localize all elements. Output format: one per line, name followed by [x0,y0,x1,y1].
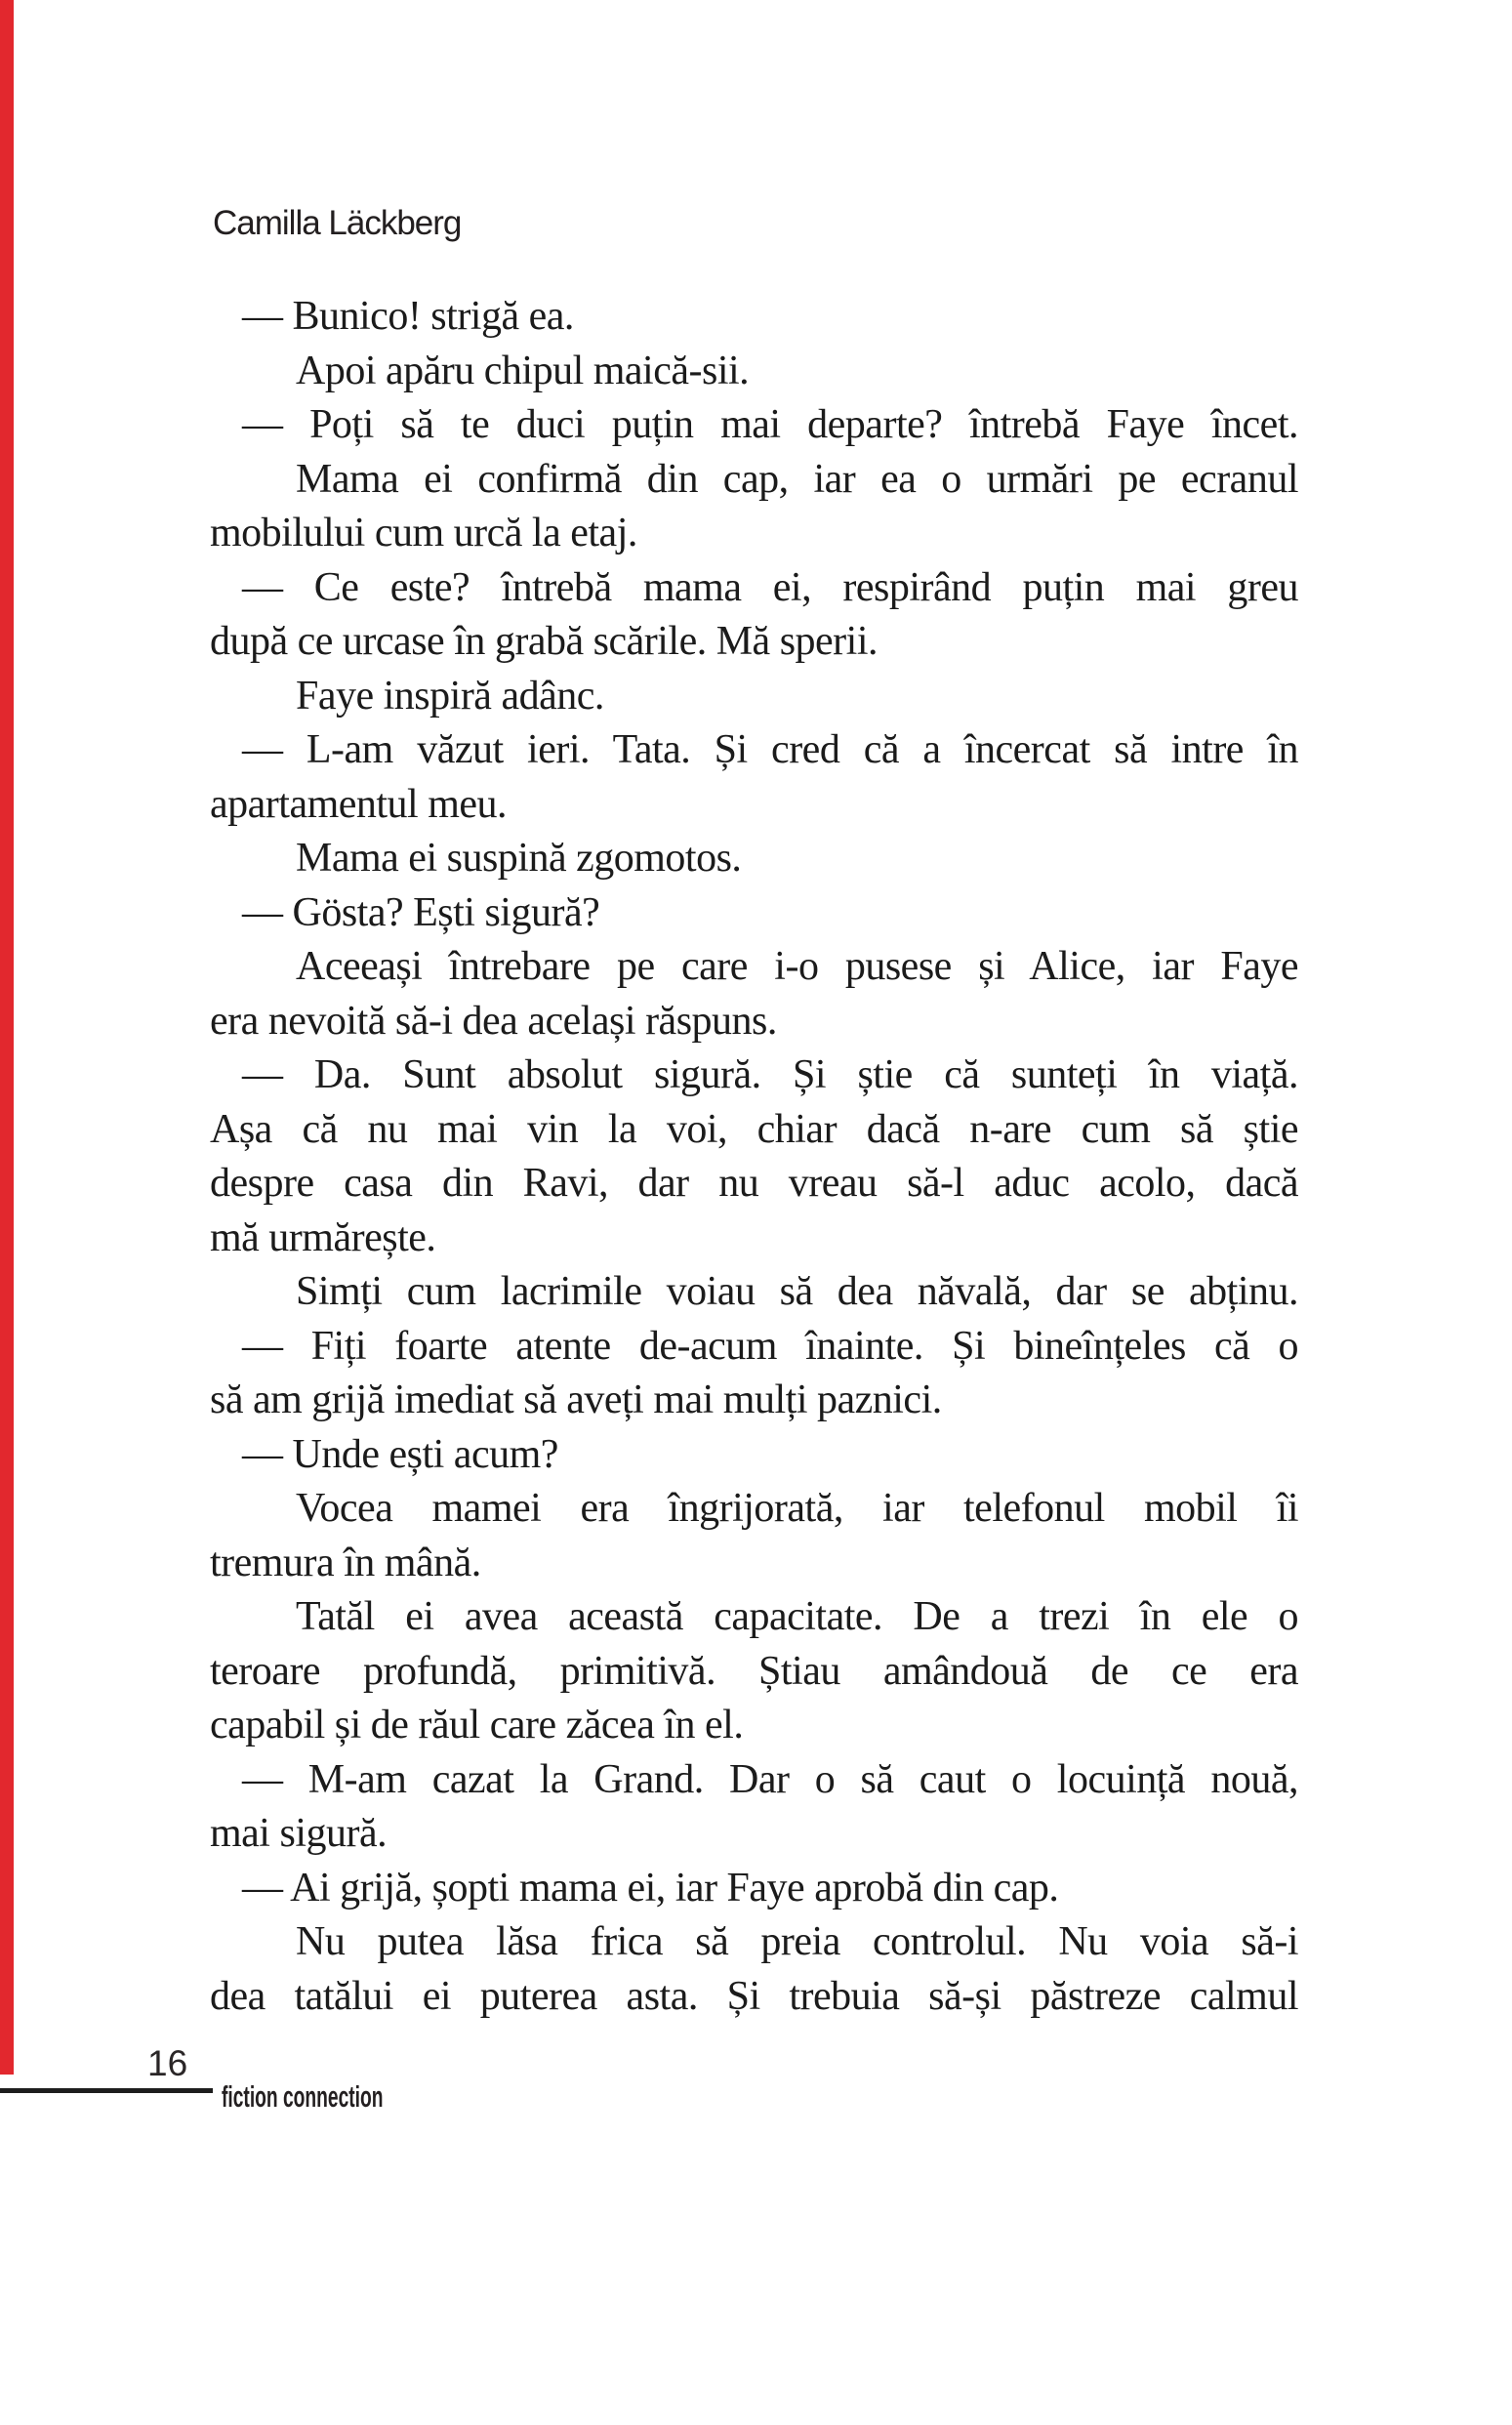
text-line: — M-am cazat la Grand. Dar o să caut o locuință nouă, [242,1756,1298,1802]
text-line: Mama ei confirmă din cap, iar ea o urmări pe ecranul [296,456,1298,502]
body-text [210,290,1298,2024]
text-line: să am grijă imediat să aveți mai mulți paznici. [210,1377,942,1422]
text-line: — Poți să te duci puțin mai departe? întrebă Faye încet. [242,402,1298,447]
running-header-author: Camilla Läckberg [213,204,462,242]
text-line: — Unde ești acum? [242,1431,558,1477]
page-number: 16 [147,2043,188,2083]
text-line: după ce urcase în grabă scările. Mă sperii. [210,619,879,664]
text-line: teroare profundă, primitivă. Știau amândouă de ce era [210,1648,1298,1694]
footer-rule [0,2088,213,2093]
text-line: — Fiți foarte atente de-acum înainte. Și bineînțeles că o [242,1323,1298,1369]
text-line: mai sigură. [210,1811,388,1856]
text-line: Aceeași întrebare pe care i-o pusese și Alice, iar Faye [296,944,1298,989]
text-line: — L-am văzut ieri. Tata. Și cred că a încercat să intre în [242,727,1298,772]
text-line: Așa că nu mai vin la voi, chiar dacă n-are cum să știe [210,1106,1298,1152]
imprint-logo-text: fiction connection [222,2079,384,2114]
text-line: — Ai grijă, șopti mama ei, iar Faye aprobă din cap. [242,1865,1059,1911]
text-line: — Gösta? Ești sigură? [242,889,600,935]
text-line: despre casa din Ravi, dar nu vreau să-l aduc acolo, dacă [210,1161,1298,1206]
text-line: era nevoită să-i dea același răspuns. [210,998,777,1044]
text-line: capabil și de răul care zăcea în el. [210,1703,744,1747]
text-line: Nu putea lăsa frica să preia controlul. Nu voia să-i [296,1919,1298,1964]
text-line: Simți cum lacrimile voiau să dea năvală, dar se abținu. [296,1269,1298,1314]
text-line: tremura în mână. [210,1540,481,1585]
page-edge-color-bar [0,0,14,2075]
text-line: Tatăl ei avea această capacitate. De a trezi în ele o [296,1594,1298,1639]
text-line: Mama ei suspină zgomotos. [296,836,742,881]
text-line: apartamentul meu. [210,781,508,827]
text-line: — Da. Sunt absolut sigură. Și știe că sunteți în viață. [242,1052,1298,1097]
text-line: dea tatălui ei puterea asta. Și trebuia să-și păstreze calmul [210,1973,1298,2019]
text-line: mobilului cum urcă la etaj. [210,511,637,555]
text-line: mă urmărește. [210,1214,436,1260]
text-line: Vocea mamei era îngrijorată, iar telefonul mobil îi [296,1486,1298,1531]
text-line: — Ce este? întrebă mama ei, respirând puțin mai greu [242,564,1298,610]
text-line: — Bunico! strigă ea. [242,294,574,339]
text-line: Faye inspiră adânc. [296,673,604,719]
text-line: Apoi apăru chipul maică-sii. [296,348,750,393]
